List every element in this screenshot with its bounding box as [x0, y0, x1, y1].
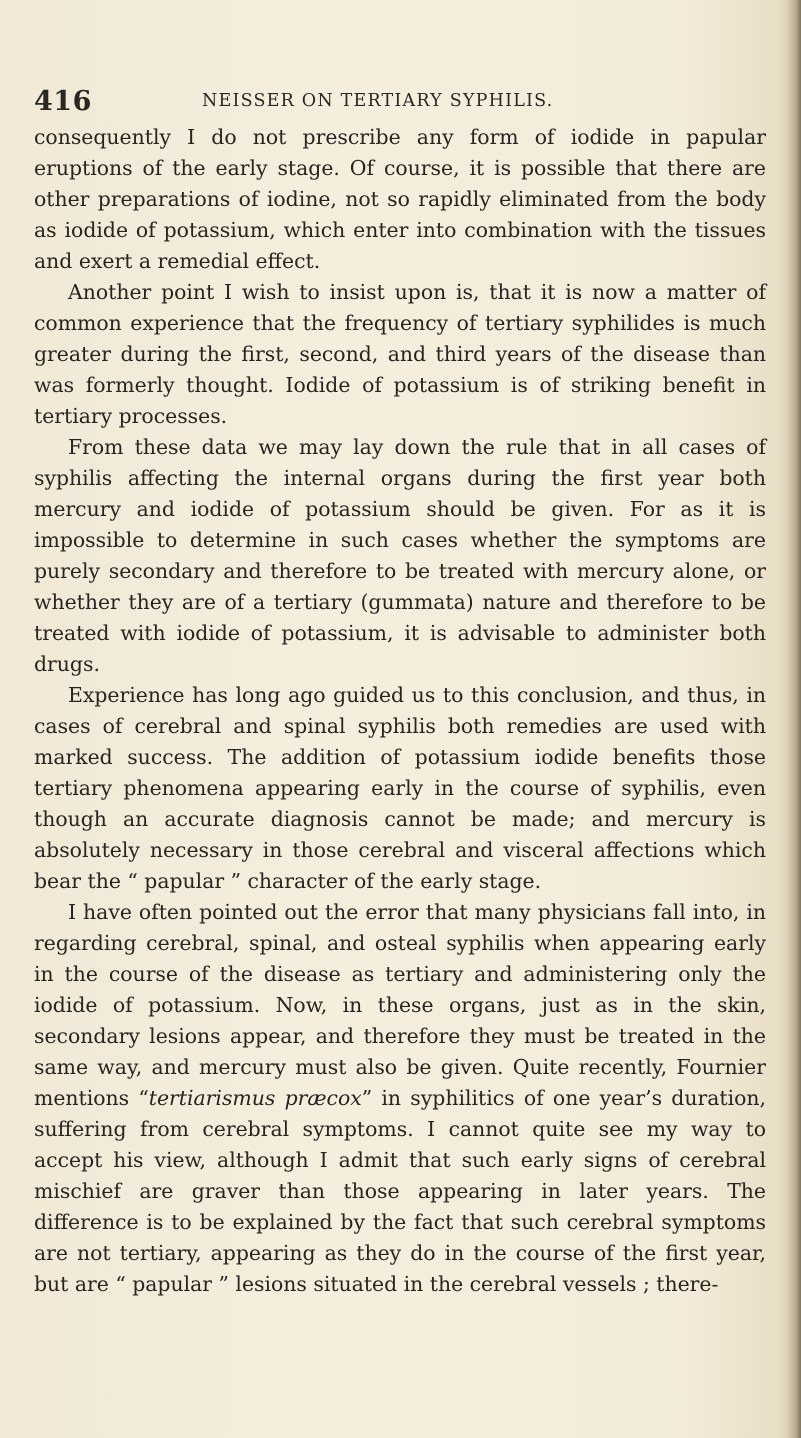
paragraph-3: From these data we may lay down the rule that in all cases of syphilis affecting the internal organs during the first year both mercury and iodide of potassium should be given. For as it is impossible to determine in such cases whether the symptoms are purely secondary and therefore to be treated with mercury alone, or whether they are of a tertiary (gummata) nature and therefore to be treated with iodide of potassium, it is advisable to administer both drugs.: [34, 435, 766, 676]
running-head: NEISSER ON TERTIARY SYPHILIS.: [202, 91, 554, 111]
paragraph-5: [34, 897, 766, 1300]
page-header: [34, 86, 764, 126]
paragraph-4: Experience has long ago guided us to this conclusion, and thus, in cases of cerebral and spinal syphilis both remedies are used with marked success. The addition of potassium iodide benefits those tertiary phenomena appearing early in the course of syphilis, even though an accurate diagnosis cannot be made; and mercury is absolutely necessary in those cerebral and visceral affections which bear the “ papular ” character of the early stage.: [34, 683, 766, 893]
paragraph-5-text-after: ” in syphilitics of one year’s duration, suffering from cerebral symptoms. I cannot quite see my way to accept his view, although I admit that such early signs of cerebral mischief are graver than those appearing in later years. The difference is to be explained by the fact that such cerebral symptoms are not tertiary, appearing as they do in the course of the first year, but are “ papular ” lesions situated in the cerebral vessels ; there-: [34, 1086, 767, 1296]
page-number: 416: [34, 86, 92, 117]
paragraph-2: Another point I wish to insist upon is, that it is now a matter of common experience that the frequency of tertiary syphilides is much greater during the first, second, and third years of the disease than was formerly thought. Iodide of potassium is of striking benefit in tertiary processes.: [34, 280, 766, 428]
paragraph-5-italic-term: tertiarismus præcox: [148, 1086, 362, 1110]
body-text: [34, 122, 766, 1300]
page-edge-shadow: [787, 0, 801, 1438]
paragraph-1: consequently I do not prescribe any form of iodide in papular eruptions of the early stage. Of course, it is possible that there are other preparations of iodine, not so rapidly eliminated from the body as iodide of potassium, which enter into combination with the tissues and exert a remedial effect.: [34, 125, 766, 273]
paragraph-5-text-before: I have often pointed out the error that many physicians fall into, in regarding cerebral, spinal, and osteal syphilis when appearing early in the course of the disease as tertiary and administering only the iodide of potassium. Now, in these organs, just as in the skin, secondary lesions appear, and therefore they must be treated in the same way, and mercury must also be given. Quite recently, Fournier mentions “: [34, 900, 766, 1110]
